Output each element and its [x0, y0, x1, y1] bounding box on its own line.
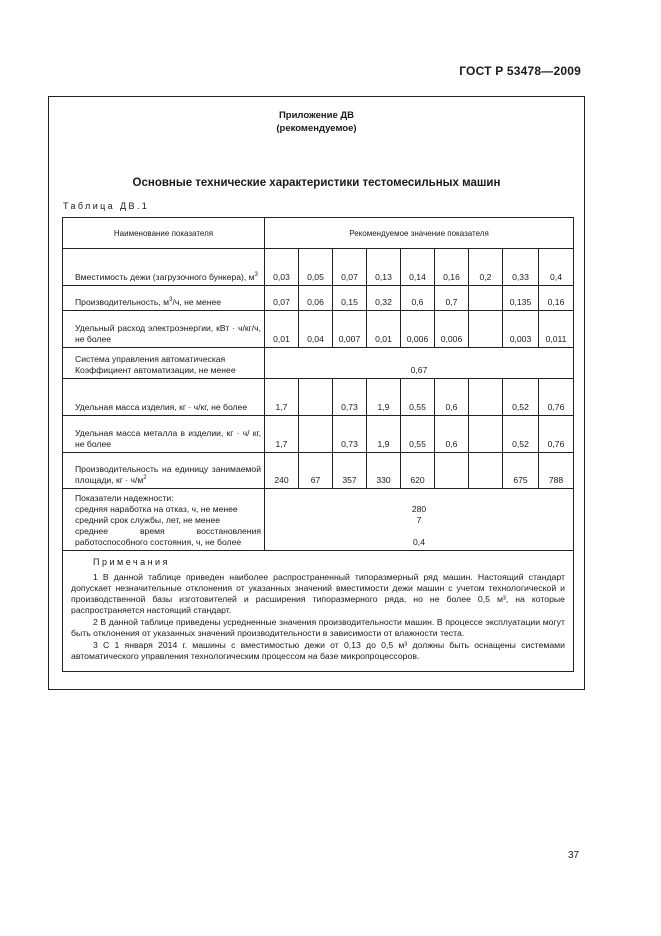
table-cell: 0,006: [435, 311, 469, 348]
table-cell: 67: [299, 453, 333, 489]
row-name: Производительность на единицу занимаемой площади, кг · $ч/м^2$: [63, 453, 265, 489]
table-cell: 0,06: [299, 286, 333, 311]
appendix-heading: [49, 109, 584, 135]
table-cell: 0,16: [435, 249, 469, 286]
column-header-value: Рекомендуемое значение показателя: [265, 218, 574, 249]
row-name: Вместимость дежи (загрузочного бункера), $м^3$: [63, 249, 265, 286]
table-cell: 0,6: [435, 379, 469, 416]
table-cell: 0,05: [299, 249, 333, 286]
appendix-title: Приложение ДВ: [278, 110, 355, 121]
table-cell: 0,135: [503, 286, 539, 311]
table-cell: 0,006: [401, 311, 435, 348]
table-cell: 0,01: [367, 311, 401, 348]
row-name: Показатели надежности: средняя наработка на отказ, ч, не менее средний срок службы, лет, не менее среднее время восстановления работоспособного состояния, ч, не более: [63, 489, 265, 551]
table-cell: [299, 379, 333, 416]
row-name: Удельный расход электроэнергии, кВт · ч/кг/ч, не более: [63, 311, 265, 348]
table-row: [63, 489, 574, 551]
table-cell: [469, 379, 503, 416]
table-cell: 0,55: [401, 416, 435, 453]
table-cell: 0,73: [333, 416, 367, 453]
table-cell: 0,67: [265, 348, 574, 379]
table-cell: 1,9: [367, 379, 401, 416]
table-cell: 330: [367, 453, 401, 489]
table-row: [63, 249, 574, 286]
table-header-row: [63, 218, 574, 249]
row-name: Удельная масса металла в изделии, кг · ч/ кг, не более: [63, 416, 265, 453]
table-cell: 0,03: [265, 249, 299, 286]
specifications-table: [62, 217, 574, 672]
note-item: 1 В данной таблице приведен наиболее распространенный типоразмерный ряд машин. Настоящий стандарт допускает незначительные отклонения от указанных значений вместимости дежи машин с учетом технологической и производственной базы изготовителей и расширения типоразмерного ряда, но не более 0,5 м³, на которые распространяется настоящий стандарт.: [71, 572, 566, 615]
table-row: [63, 311, 574, 348]
table-cell: 0,7: [435, 286, 469, 311]
table-cell: 357: [333, 453, 367, 489]
table-cell: 0,15: [333, 286, 367, 311]
notes-heading: Примечания: [93, 557, 170, 567]
row-name: Удельная масса изделия, кг · ч/кг, не более: [63, 379, 265, 416]
table-cell: 0,6: [401, 286, 435, 311]
table-cell: 0,01: [265, 311, 299, 348]
table-cell: 0,13: [367, 249, 401, 286]
table-cell: 0,16: [539, 286, 574, 311]
table-cell: 280 7 0,4: [265, 489, 574, 551]
table-row: [63, 348, 574, 379]
table-row: [63, 453, 574, 489]
table-cell: [469, 286, 503, 311]
table-cell: 0,76: [539, 379, 574, 416]
table-cell: 675: [503, 453, 539, 489]
table-cell: 0,33: [503, 249, 539, 286]
table-cell: [469, 453, 503, 489]
table-cell: 0,07: [265, 286, 299, 311]
table-cell: [299, 416, 333, 453]
column-header-name: Наименование показателя: [63, 218, 265, 249]
table-cell: 0,73: [333, 379, 367, 416]
table-cell: 0,04: [299, 311, 333, 348]
table-label: Таблица ДВ.1: [63, 201, 150, 211]
table-cell: 0,52: [503, 379, 539, 416]
table-cell: 1,7: [265, 416, 299, 453]
table-cell: 0,14: [401, 249, 435, 286]
page-number: 37: [568, 850, 580, 861]
note-item: 3 С 1 января 2014 г. машины с вместимостью дежи от 0,13 до 0,5 м³ должны быть оснащены системами автоматического управления технологическим процессом на базе микропроцессоров.: [71, 640, 566, 661]
table-row: [63, 416, 574, 453]
row-name: Производительность, $м^3/ч$, не менее: [63, 286, 265, 311]
table-cell: 0,52: [503, 416, 539, 453]
note-item: 2 В данной таблице приведены усредненные значения производительности машин. В процессе эксплуатации могут быть отклонения от указанных значений производительности в зависимости от влажности теста.: [71, 617, 566, 638]
table-cell: [469, 311, 503, 348]
table-cell: 0,07: [333, 249, 367, 286]
appendix-frame: [48, 96, 585, 690]
standard-number: ГОСТ Р 53478—2009: [459, 64, 581, 78]
notes-row: [63, 551, 574, 672]
table-cell: 0,76: [539, 416, 574, 453]
table-cell: 788: [539, 453, 574, 489]
table-row: [63, 379, 574, 416]
table-cell: 0,32: [367, 286, 401, 311]
row-name: Система управления автоматическая Коэффициент автоматизации, не менее: [63, 348, 265, 379]
table-cell: [435, 453, 469, 489]
table-cell: 0,55: [401, 379, 435, 416]
table-cell: 0,011: [539, 311, 574, 348]
table-cell: 240: [265, 453, 299, 489]
table-row: [63, 286, 574, 311]
notes-block: [63, 551, 574, 672]
table-cell: [469, 416, 503, 453]
table-cell: 0,2: [469, 249, 503, 286]
table-cell: 0,007: [333, 311, 367, 348]
table-cell: 0,003: [503, 311, 539, 348]
table-cell: 1,7: [265, 379, 299, 416]
table-cell: 1,9: [367, 416, 401, 453]
table-cell: 620: [401, 453, 435, 489]
table-cell: 0,4: [539, 249, 574, 286]
table-cell: 0,6: [435, 416, 469, 453]
main-title: Основные технические характеристики тестомесильных машин: [132, 177, 501, 189]
appendix-status: (рекомендуемое): [276, 123, 357, 134]
